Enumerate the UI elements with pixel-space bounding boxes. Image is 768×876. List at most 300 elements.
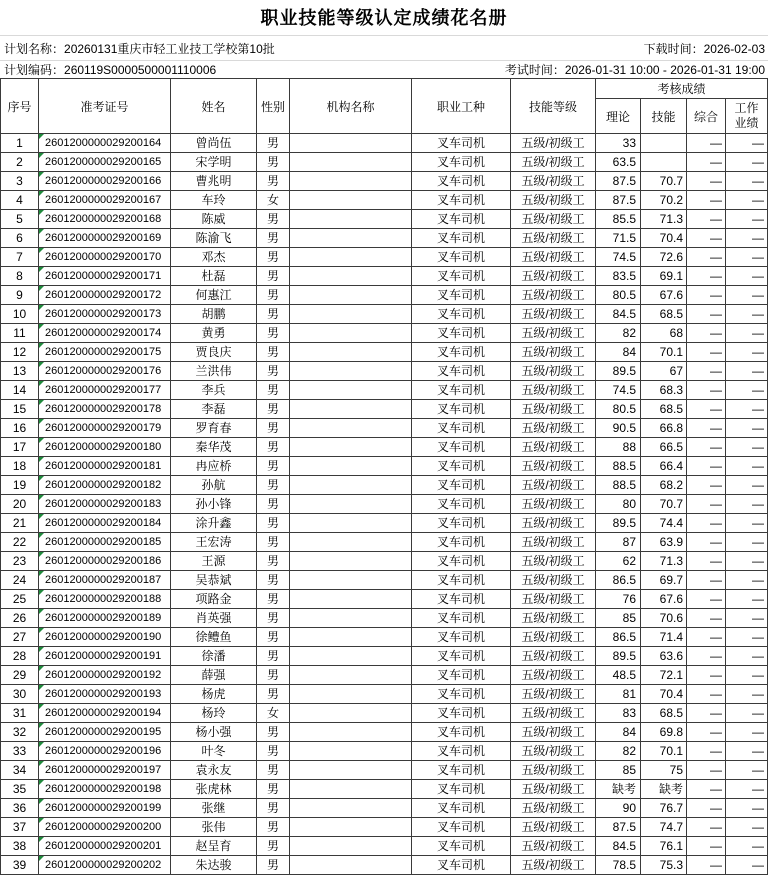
ticket-number-cell <box>39 666 171 685</box>
number-as-text-flag-icon <box>39 723 44 728</box>
org-cell <box>290 229 412 248</box>
seq-cell: 9 <box>1 286 39 305</box>
gender-cell: 男 <box>257 590 290 609</box>
skill-level-cell: 五级/初级工 <box>511 438 596 457</box>
work-performance-cell: — <box>726 704 768 723</box>
seq-cell: 21 <box>1 514 39 533</box>
org-cell <box>290 248 412 267</box>
seq-cell: 16 <box>1 419 39 438</box>
number-as-text-flag-icon <box>39 514 44 519</box>
overall-score-cell: — <box>687 457 726 476</box>
ticket-number-cell <box>39 438 171 457</box>
gender-cell: 男 <box>257 343 290 362</box>
table-row <box>1 400 768 419</box>
name-cell: 曾尚伍 <box>171 134 257 153</box>
overall-score-cell: — <box>687 134 726 153</box>
ticket-number: 2601200000029200179 <box>45 421 162 434</box>
number-as-text-flag-icon <box>39 799 44 804</box>
ticket-number-cell <box>39 609 171 628</box>
table-row <box>1 685 768 704</box>
gender-cell: 男 <box>257 172 290 191</box>
table-row <box>1 381 768 400</box>
work-performance-cell: — <box>726 799 768 818</box>
occupation-cell: 叉车司机 <box>412 514 511 533</box>
gender-cell: 女 <box>257 704 290 723</box>
overall-score-cell: — <box>687 495 726 514</box>
number-as-text-flag-icon <box>39 153 44 158</box>
theory-score-cell: 89.5 <box>596 362 641 381</box>
ticket-number-cell <box>39 495 171 514</box>
number-as-text-flag-icon <box>39 818 44 823</box>
theory-score-cell: 78.5 <box>596 856 641 875</box>
ticket-number-cell <box>39 514 171 533</box>
ticket-number-cell <box>39 685 171 704</box>
table-row <box>1 742 768 761</box>
header-occupation: 职业工种 <box>412 79 511 134</box>
table-row <box>1 571 768 590</box>
occupation-cell: 叉车司机 <box>412 685 511 704</box>
occupation-cell: 叉车司机 <box>412 305 511 324</box>
gender-cell: 男 <box>257 742 290 761</box>
occupation-cell: 叉车司机 <box>412 438 511 457</box>
number-as-text-flag-icon <box>39 343 44 348</box>
ticket-number: 2601200000029200190 <box>45 630 162 643</box>
overall-score-cell: — <box>687 172 726 191</box>
gender-cell: 男 <box>257 628 290 647</box>
ticket-number-cell <box>39 571 171 590</box>
overall-score-cell: — <box>687 533 726 552</box>
skill-level-cell: 五级/初级工 <box>511 856 596 875</box>
skill-level-cell: 五级/初级工 <box>511 742 596 761</box>
ticket-number: 2601200000029200196 <box>45 744 162 757</box>
name-cell: 袁永友 <box>171 761 257 780</box>
seq-cell: 14 <box>1 381 39 400</box>
org-cell <box>290 609 412 628</box>
theory-score-cell: 84.5 <box>596 305 641 324</box>
exam-time-label: 考试时间： <box>504 63 565 77</box>
gender-cell: 男 <box>257 476 290 495</box>
seq-cell: 7 <box>1 248 39 267</box>
skill-score-cell: 70.2 <box>641 191 687 210</box>
theory-score-cell: 33 <box>596 134 641 153</box>
number-as-text-flag-icon <box>39 305 44 310</box>
work-performance-cell: — <box>726 381 768 400</box>
org-cell <box>290 343 412 362</box>
skill-level-cell: 五级/初级工 <box>511 457 596 476</box>
table-row <box>1 514 768 533</box>
name-cell: 涂升鑫 <box>171 514 257 533</box>
org-cell <box>290 799 412 818</box>
plan-name-value: 20260131重庆市轻工业技工学校第10批 <box>64 41 275 56</box>
work-performance-cell: — <box>726 571 768 590</box>
work-performance-cell: — <box>726 153 768 172</box>
table-row <box>1 780 768 799</box>
name-cell: 邓杰 <box>171 248 257 267</box>
ticket-number-cell <box>39 856 171 875</box>
seq-cell: 39 <box>1 856 39 875</box>
skill-level-cell: 五级/初级工 <box>511 134 596 153</box>
skill-level-cell: 五级/初级工 <box>511 153 596 172</box>
header-work-performance <box>726 99 768 134</box>
skill-score-cell: 74.7 <box>641 818 687 837</box>
number-as-text-flag-icon <box>39 761 44 766</box>
occupation-cell: 叉车司机 <box>412 533 511 552</box>
ticket-number: 2601200000029200166 <box>45 174 162 187</box>
number-as-text-flag-icon <box>39 571 44 576</box>
org-cell <box>290 324 412 343</box>
ticket-number: 2601200000029200182 <box>45 478 162 491</box>
skill-level-cell: 五级/初级工 <box>511 210 596 229</box>
ticket-number-cell <box>39 533 171 552</box>
gender-cell: 男 <box>257 685 290 704</box>
occupation-cell: 叉车司机 <box>412 837 511 856</box>
work-performance-cell: — <box>726 647 768 666</box>
number-as-text-flag-icon <box>39 742 44 747</box>
ticket-number: 2601200000029200171 <box>45 269 162 282</box>
ticket-number: 2601200000029200198 <box>45 782 162 795</box>
gender-cell: 男 <box>257 153 290 172</box>
occupation-cell: 叉车司机 <box>412 267 511 286</box>
overall-score-cell: — <box>687 362 726 381</box>
ticket-number: 2601200000029200194 <box>45 706 162 719</box>
occupation-cell: 叉车司机 <box>412 571 511 590</box>
skill-score-cell: 70.1 <box>641 742 687 761</box>
seq-cell: 23 <box>1 552 39 571</box>
skill-level-cell: 五级/初级工 <box>511 324 596 343</box>
gender-cell: 男 <box>257 248 290 267</box>
ticket-number-cell <box>39 229 171 248</box>
work-performance-cell: — <box>726 685 768 704</box>
theory-score-cell: 87.5 <box>596 172 641 191</box>
header-name: 姓名 <box>171 79 257 134</box>
theory-score-cell: 84 <box>596 723 641 742</box>
number-as-text-flag-icon <box>39 286 44 291</box>
seq-cell: 24 <box>1 571 39 590</box>
name-cell: 冉应桥 <box>171 457 257 476</box>
occupation-cell: 叉车司机 <box>412 476 511 495</box>
occupation-cell: 叉车司机 <box>412 381 511 400</box>
occupation-cell: 叉车司机 <box>412 818 511 837</box>
plan-code-row <box>0 61 768 78</box>
ticket-number: 2601200000029200177 <box>45 383 162 396</box>
table-row <box>1 362 768 381</box>
overall-score-cell: — <box>687 267 726 286</box>
name-cell: 张虎林 <box>171 780 257 799</box>
name-cell: 黄勇 <box>171 324 257 343</box>
ticket-number-cell <box>39 153 171 172</box>
gender-cell: 男 <box>257 571 290 590</box>
occupation-cell: 叉车司机 <box>412 286 511 305</box>
ticket-number: 2601200000029200176 <box>45 364 162 377</box>
theory-score-cell: 63.5 <box>596 153 641 172</box>
org-cell <box>290 305 412 324</box>
gender-cell: 男 <box>257 761 290 780</box>
overall-score-cell: — <box>687 685 726 704</box>
ticket-number-cell <box>39 761 171 780</box>
skill-score-cell: 缺考 <box>641 780 687 799</box>
table-row <box>1 438 768 457</box>
number-as-text-flag-icon <box>39 210 44 215</box>
skill-level-cell: 五级/初级工 <box>511 628 596 647</box>
seq-cell: 3 <box>1 172 39 191</box>
org-cell <box>290 704 412 723</box>
table-row <box>1 609 768 628</box>
gender-cell: 男 <box>257 286 290 305</box>
work-performance-cell: — <box>726 419 768 438</box>
ticket-number: 2601200000029200189 <box>45 611 162 624</box>
ticket-number: 2601200000029200185 <box>45 535 162 548</box>
seq-cell: 15 <box>1 400 39 419</box>
theory-score-cell: 83 <box>596 704 641 723</box>
table-row <box>1 172 768 191</box>
table-row <box>1 419 768 438</box>
ticket-number: 2601200000029200181 <box>45 459 162 472</box>
theory-score-cell: 71.5 <box>596 229 641 248</box>
name-cell: 车玲 <box>171 191 257 210</box>
work-performance-cell: — <box>726 476 768 495</box>
table-row <box>1 324 768 343</box>
number-as-text-flag-icon <box>39 419 44 424</box>
seq-cell: 34 <box>1 761 39 780</box>
skill-level-cell: 五级/初级工 <box>511 837 596 856</box>
name-cell: 秦华茂 <box>171 438 257 457</box>
skill-level-cell: 五级/初级工 <box>511 400 596 419</box>
ticket-number: 2601200000029200192 <box>45 668 162 681</box>
work-performance-cell: — <box>726 286 768 305</box>
theory-score-cell: 84.5 <box>596 837 641 856</box>
table-row <box>1 761 768 780</box>
gender-cell: 男 <box>257 381 290 400</box>
org-cell <box>290 647 412 666</box>
skill-level-cell: 五级/初级工 <box>511 704 596 723</box>
skill-level-cell: 五级/初级工 <box>511 666 596 685</box>
skill-score-cell: 71.3 <box>641 210 687 229</box>
occupation-cell: 叉车司机 <box>412 723 511 742</box>
ticket-number-cell <box>39 818 171 837</box>
number-as-text-flag-icon <box>39 628 44 633</box>
occupation-cell: 叉车司机 <box>412 400 511 419</box>
work-performance-cell: — <box>726 210 768 229</box>
seq-cell: 17 <box>1 438 39 457</box>
skill-level-cell: 五级/初级工 <box>511 495 596 514</box>
overall-score-cell: — <box>687 704 726 723</box>
theory-score-cell: 89.5 <box>596 514 641 533</box>
ticket-number-cell <box>39 362 171 381</box>
theory-score-cell: 87 <box>596 533 641 552</box>
skill-score-cell: 67.6 <box>641 286 687 305</box>
gender-cell: 男 <box>257 495 290 514</box>
overall-score-cell: — <box>687 438 726 457</box>
name-cell: 陈渝飞 <box>171 229 257 248</box>
number-as-text-flag-icon <box>39 609 44 614</box>
org-cell <box>290 476 412 495</box>
theory-score-cell: 62 <box>596 552 641 571</box>
name-cell: 王源 <box>171 552 257 571</box>
table-row <box>1 552 768 571</box>
table-row <box>1 818 768 837</box>
number-as-text-flag-icon <box>39 647 44 652</box>
seq-cell: 36 <box>1 799 39 818</box>
ticket-number: 2601200000029200173 <box>45 307 162 320</box>
skill-score-cell: 66.8 <box>641 419 687 438</box>
org-cell <box>290 514 412 533</box>
theory-score-cell: 87.5 <box>596 191 641 210</box>
work-performance-cell: — <box>726 229 768 248</box>
skill-score-cell: 71.4 <box>641 628 687 647</box>
theory-score-cell: 74.5 <box>596 248 641 267</box>
occupation-cell: 叉车司机 <box>412 229 511 248</box>
number-as-text-flag-icon <box>39 400 44 405</box>
ticket-number-cell <box>39 780 171 799</box>
table-row <box>1 476 768 495</box>
ticket-number-cell <box>39 324 171 343</box>
skill-level-cell: 五级/初级工 <box>511 799 596 818</box>
org-cell <box>290 362 412 381</box>
overall-score-cell: — <box>687 381 726 400</box>
ticket-number-cell <box>39 419 171 438</box>
skill-level-cell: 五级/初级工 <box>511 381 596 400</box>
gender-cell: 男 <box>257 210 290 229</box>
occupation-cell: 叉车司机 <box>412 704 511 723</box>
name-cell: 曹兆明 <box>171 172 257 191</box>
number-as-text-flag-icon <box>39 495 44 500</box>
seq-cell: 37 <box>1 818 39 837</box>
overall-score-cell: — <box>687 761 726 780</box>
theory-score-cell: 85 <box>596 761 641 780</box>
ticket-number-cell <box>39 647 171 666</box>
ticket-number: 2601200000029200195 <box>45 725 162 738</box>
overall-score-cell: — <box>687 628 726 647</box>
skill-score-cell <box>641 153 687 172</box>
occupation-cell: 叉车司机 <box>412 609 511 628</box>
name-cell: 杨虎 <box>171 685 257 704</box>
name-cell: 张继 <box>171 799 257 818</box>
skill-score-cell: 76.7 <box>641 799 687 818</box>
theory-score-cell: 85.5 <box>596 210 641 229</box>
seq-cell: 30 <box>1 685 39 704</box>
ticket-number-cell <box>39 590 171 609</box>
table-row <box>1 704 768 723</box>
skill-score-cell: 69.1 <box>641 267 687 286</box>
gender-cell: 男 <box>257 837 290 856</box>
seq-cell: 32 <box>1 723 39 742</box>
ticket-number: 2601200000029200178 <box>45 402 162 415</box>
ticket-number: 2601200000029200199 <box>45 801 162 814</box>
work-performance-cell: — <box>726 590 768 609</box>
skill-score-cell: 68.5 <box>641 400 687 419</box>
occupation-cell: 叉车司机 <box>412 666 511 685</box>
number-as-text-flag-icon <box>39 381 44 386</box>
gender-cell: 男 <box>257 647 290 666</box>
ticket-number-cell <box>39 210 171 229</box>
name-cell: 吴恭斌 <box>171 571 257 590</box>
skill-score-cell: 72.1 <box>641 666 687 685</box>
org-cell <box>290 400 412 419</box>
skill-score-cell: 68.2 <box>641 476 687 495</box>
overall-score-cell: — <box>687 419 726 438</box>
ticket-number-cell <box>39 267 171 286</box>
org-cell <box>290 134 412 153</box>
skill-level-cell: 五级/初级工 <box>511 647 596 666</box>
gender-cell: 男 <box>257 457 290 476</box>
ticket-number-cell <box>39 343 171 362</box>
name-cell: 薛强 <box>171 666 257 685</box>
ticket-number-cell <box>39 286 171 305</box>
plan-name-label: 计划名称： <box>4 41 65 56</box>
occupation-cell: 叉车司机 <box>412 799 511 818</box>
seq-cell: 12 <box>1 343 39 362</box>
name-cell: 李磊 <box>171 400 257 419</box>
occupation-cell: 叉车司机 <box>412 248 511 267</box>
plan-info-row <box>0 36 768 61</box>
name-cell: 赵呈育 <box>171 837 257 856</box>
seq-cell: 25 <box>1 590 39 609</box>
seq-cell: 6 <box>1 229 39 248</box>
occupation-cell: 叉车司机 <box>412 552 511 571</box>
gender-cell: 男 <box>257 666 290 685</box>
ticket-number: 2601200000029200193 <box>45 687 162 700</box>
skill-level-cell: 五级/初级工 <box>511 780 596 799</box>
theory-score-cell: 86.5 <box>596 571 641 590</box>
theory-score-cell: 90 <box>596 799 641 818</box>
score-roster-table <box>0 78 768 875</box>
gender-cell: 男 <box>257 818 290 837</box>
table-row <box>1 229 768 248</box>
work-performance-cell: — <box>726 723 768 742</box>
table-row <box>1 305 768 324</box>
skill-level-cell: 五级/初级工 <box>511 305 596 324</box>
skill-level-cell: 五级/初级工 <box>511 419 596 438</box>
org-cell <box>290 457 412 476</box>
theory-score-cell: 76 <box>596 590 641 609</box>
occupation-cell: 叉车司机 <box>412 210 511 229</box>
gender-cell: 男 <box>257 400 290 419</box>
gender-cell: 男 <box>257 799 290 818</box>
header-overall: 综合 <box>687 99 726 134</box>
ticket-number-cell <box>39 191 171 210</box>
skill-level-cell: 五级/初级工 <box>511 362 596 381</box>
occupation-cell: 叉车司机 <box>412 780 511 799</box>
skill-level-cell: 五级/初级工 <box>511 229 596 248</box>
ticket-number-cell <box>39 457 171 476</box>
table-row <box>1 666 768 685</box>
roster-body <box>1 134 768 875</box>
theory-score-cell: 87.5 <box>596 818 641 837</box>
name-cell: 杜磊 <box>171 267 257 286</box>
work-performance-cell: — <box>726 400 768 419</box>
table-row <box>1 723 768 742</box>
skill-level-cell: 五级/初级工 <box>511 514 596 533</box>
name-cell: 宋学明 <box>171 153 257 172</box>
occupation-cell: 叉车司机 <box>412 191 511 210</box>
name-cell: 王宏涛 <box>171 533 257 552</box>
occupation-cell: 叉车司机 <box>412 324 511 343</box>
ticket-number: 2601200000029200202 <box>45 858 162 871</box>
work-performance-cell: — <box>726 628 768 647</box>
seq-cell: 26 <box>1 609 39 628</box>
theory-score-cell: 缺考 <box>596 780 641 799</box>
plan-code <box>4 61 216 78</box>
ticket-number: 2601200000029200186 <box>45 554 162 567</box>
gender-cell: 男 <box>257 267 290 286</box>
org-cell <box>290 533 412 552</box>
work-performance-cell: — <box>726 172 768 191</box>
header-skill: 技能 <box>641 99 687 134</box>
table-row <box>1 590 768 609</box>
seq-cell: 31 <box>1 704 39 723</box>
table-row <box>1 248 768 267</box>
gender-cell: 男 <box>257 134 290 153</box>
